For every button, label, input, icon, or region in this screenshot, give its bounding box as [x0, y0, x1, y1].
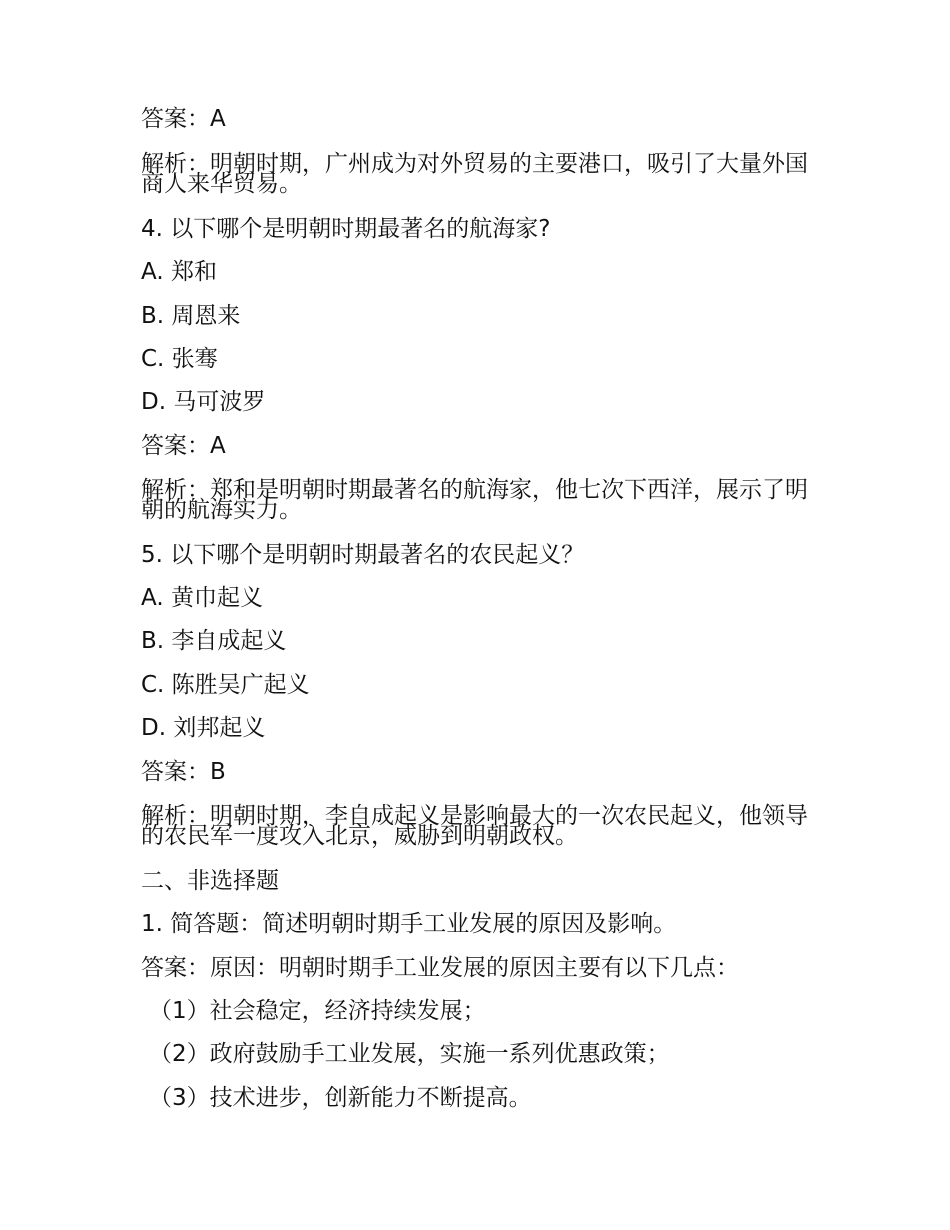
reason-item-1: （1）社会稳定，经济持续发展；	[149, 998, 486, 1024]
question-5: 5. 以下哪个是明朝时期最著名的农民起义？	[141, 542, 585, 568]
question-4: 4. 以下哪个是明朝时期最著名的航海家?	[141, 216, 551, 242]
short-answer-question: 1. 简答题：简述明朝时期手工业发展的原因及影响。	[141, 911, 677, 937]
explanation-paragraph: 解析：明朝时期，广州成为对外贸易的主要港口，吸引了大量外国商人来华贸易。	[141, 151, 808, 197]
answer-line: 答案：A	[141, 106, 226, 132]
explanation-paragraph: 解析：明朝时期，李自成起义是影响最大的一次农民起义，他领导的农民军一度攻入北京，威胁到明朝政权。	[141, 803, 808, 849]
option-c: C. 陈胜吴广起义	[141, 672, 310, 698]
section-heading: 二、非选择题	[141, 868, 279, 894]
option-b: B. 周恩来	[141, 303, 241, 329]
option-b: B. 李自成起义	[141, 628, 287, 654]
option-c: C. 张骞	[141, 346, 218, 372]
option-d: D. 马可波罗	[141, 389, 266, 415]
answer-line: 答案：原因：明朝时期手工业发展的原因主要有以下几点：	[141, 955, 739, 981]
option-a: A. 黄巾起义	[141, 585, 263, 611]
option-d: D. 刘邦起义	[141, 715, 266, 741]
explanation-paragraph: 解析：郑和是明朝时期最著名的航海家，他七次下西洋，展示了明朝的航海实力。	[141, 477, 808, 523]
answer-line: 答案：A	[141, 433, 226, 459]
option-a: A. 郑和	[141, 259, 217, 285]
reason-item-2: （2）政府鼓励手工业发展，实施一系列优惠政策；	[149, 1041, 670, 1067]
answer-line: 答案：B	[141, 759, 226, 785]
reason-item-3: （3）技术进步，创新能力不断提高。	[149, 1085, 532, 1111]
